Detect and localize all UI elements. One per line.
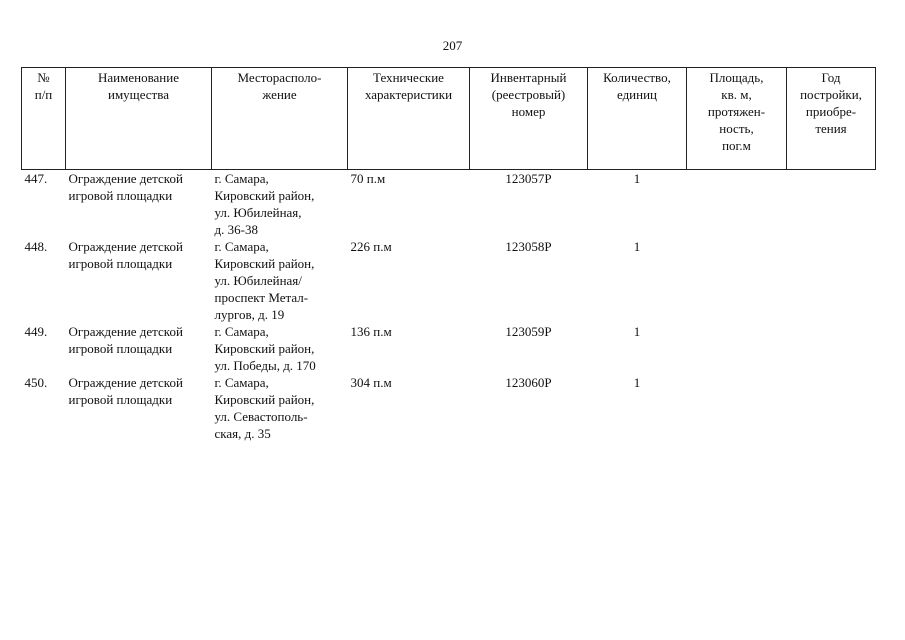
row-technical: 226 п.м [350, 239, 392, 254]
row-location: г. Самара, Кировский район, ул. Севастополь- ская, д. 35 [214, 375, 315, 441]
row-name: Ограждение детской игровой площадки [68, 375, 183, 407]
row-number: 450. [24, 375, 48, 390]
header-number: № п/п [22, 68, 66, 170]
row-year [787, 374, 876, 442]
row-area [687, 170, 787, 239]
row-quantity: 1 [633, 375, 641, 390]
row-year [787, 323, 876, 374]
row-location: г. Самара, Кировский район, ул. Победы, д. 170 [214, 324, 316, 373]
page-number: 207 [442, 38, 463, 53]
row-quantity: 1 [633, 239, 641, 254]
row-technical: 304 п.м [350, 375, 392, 390]
header-inventory-number: Инвентарный (реестровый) номер [470, 68, 588, 170]
row-number: 448. [24, 239, 48, 254]
table-body [22, 170, 876, 443]
row-location: г. Самара, Кировский район, ул. Юбилейная, д. 36-38 [214, 171, 315, 237]
table-header [22, 68, 876, 170]
header-year: Год постройки, приобре- тения [787, 68, 876, 170]
header-location: Месторасполо- жение [212, 68, 348, 170]
header-name: Наименование имущества [66, 68, 212, 170]
row-technical: 136 п.м [350, 324, 392, 339]
row-name: Ограждение детской игровой площадки [68, 239, 183, 271]
table-row [22, 238, 876, 323]
row-number: 449. [24, 324, 48, 339]
table-row [22, 170, 876, 239]
header-quantity: Количество, единиц [588, 68, 687, 170]
row-inventory-number: 123057Р [505, 171, 552, 186]
row-area [687, 238, 787, 323]
row-location: г. Самара, Кировский район, ул. Юбилейная/ проспект Метал- лургов, д. 19 [214, 239, 315, 322]
header-technical: Технические характеристики [348, 68, 470, 170]
row-area [687, 374, 787, 442]
row-area [687, 323, 787, 374]
row-year [787, 170, 876, 239]
row-inventory-number: 123060Р [505, 375, 552, 390]
property-table [21, 67, 876, 442]
table-row [22, 374, 876, 442]
row-inventory-number: 123058Р [505, 239, 552, 254]
row-technical: 70 п.м [350, 171, 386, 186]
header-area: Площадь, кв. м, протяжен- ность, пог.м [687, 68, 787, 170]
row-quantity: 1 [633, 171, 641, 186]
row-quantity: 1 [633, 324, 641, 339]
row-year [787, 238, 876, 323]
row-inventory-number: 123059Р [505, 324, 552, 339]
row-name: Ограждение детской игровой площадки [68, 171, 183, 203]
row-name: Ограждение детской игровой площадки [68, 324, 183, 356]
table-row [22, 323, 876, 374]
row-number: 447. [24, 171, 48, 186]
